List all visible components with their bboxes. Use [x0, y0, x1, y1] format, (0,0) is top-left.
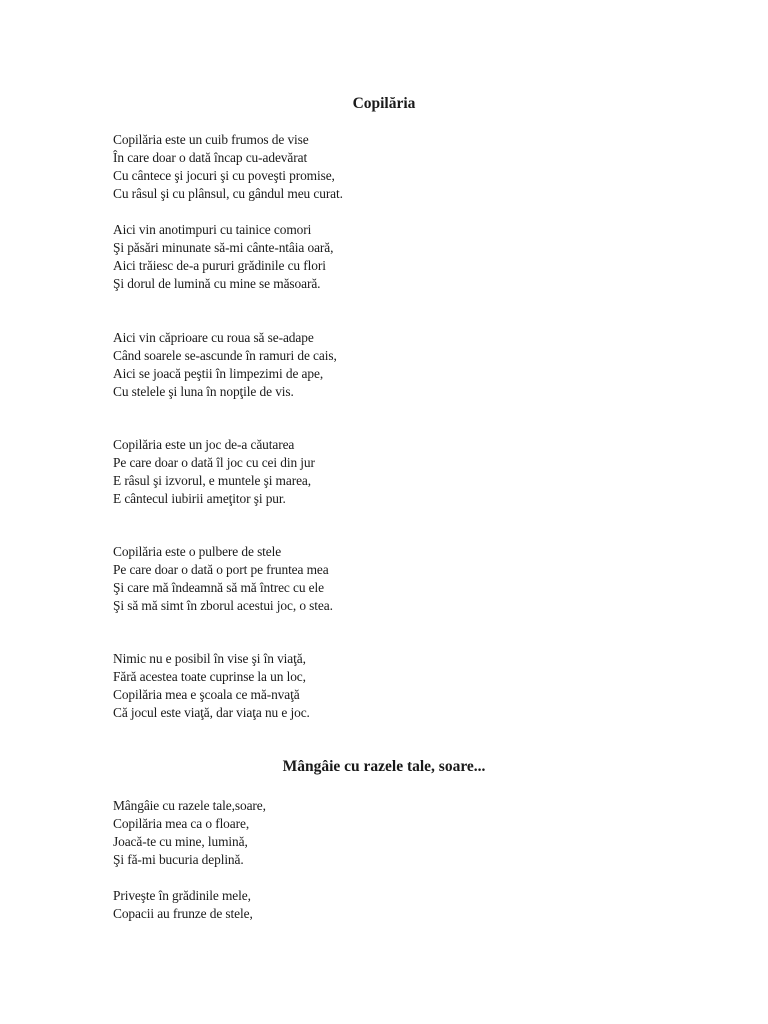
poem-line: Priveşte în grădinile mele,	[113, 888, 251, 903]
poem1-stanza-1	[113, 131, 713, 203]
poem-line: Copacii au frunze de stele,	[113, 906, 253, 921]
poem-line: Când soarele se-ascunde în ramuri de cais,	[113, 348, 337, 363]
poem-line: E râsul şi izvorul, e muntele şi marea,	[113, 473, 312, 488]
poem-line: Şi să mă simt în zborul acestui joc, o stea.	[113, 598, 333, 613]
poem-line: Joacă-te cu mine, lumină,	[113, 834, 248, 849]
poem-line: Cu cântece şi jocuri şi cu poveşti promise,	[113, 168, 335, 183]
poem-line: Aici vin anotimpuri cu tainice comori	[113, 222, 312, 237]
poem-line: Copilăria este un cuib frumos de vise	[113, 132, 309, 147]
poem2-stanza-1	[113, 797, 713, 869]
poem1-stanza-2	[113, 221, 713, 293]
poem-line: Cu stelele şi luna în nopţile de vis.	[113, 384, 294, 399]
poem1-stanza-4	[113, 436, 713, 508]
poem1-stanza-3	[113, 329, 713, 401]
poem-line: Aici trăiesc de-a pururi grădinile cu flori	[113, 258, 326, 273]
poem-line: Şi dorul de lumină cu mine se măsoară.	[113, 276, 321, 291]
poem1-stanza-6	[113, 650, 713, 722]
poem-line: Nimic nu e posibil în vise şi în viaţă,	[113, 651, 306, 666]
poem-line: Şi păsări minunate să-mi cânte-ntâia oară,	[113, 240, 334, 255]
poem-title-copilaria: Copilăria	[352, 95, 416, 112]
poem-line: Şi fă-mi bucuria deplină.	[113, 852, 244, 867]
poem-title-mangaie: Mângâie cu razele tale, soare...	[282, 758, 486, 775]
poem-line: Aici vin căprioare cu roua să se-adape	[113, 330, 314, 345]
poem-line: Copilăria mea ca o floare,	[113, 816, 250, 831]
poem-line: Pe care doar o dată o port pe fruntea mea	[113, 562, 329, 577]
poem-line: Cu râsul şi cu plânsul, cu gândul meu curat.	[113, 186, 343, 201]
poem-line: Copilăria este un joc de-a căutarea	[113, 437, 295, 452]
poem-line: În care doar o dată încap cu-adevărat	[113, 150, 308, 165]
poem-line: Aici se joacă peştii în limpezimi de ape,	[113, 366, 324, 381]
poem-line: Fără acestea toate cuprinse la un loc,	[113, 669, 306, 684]
poem-line: Copilăria este o pulbere de stele	[113, 544, 282, 559]
poem-line: Mângâie cu razele tale,soare,	[113, 798, 266, 813]
poem2-stanza-2	[113, 887, 713, 923]
poem-line: Că jocul este viaţă, dar viaţa nu e joc.	[113, 705, 310, 720]
poem-line: Şi care mă îndeamnă să mă întrec cu ele	[113, 580, 324, 595]
poem-line: E cântecul iubirii ameţitor şi pur.	[113, 491, 286, 506]
poem-line: Copilăria mea e şcoala ce mă-nvaţă	[113, 687, 300, 702]
poem-line: Pe care doar o dată îl joc cu cei din jur	[113, 455, 315, 470]
poem1-stanza-5	[113, 543, 713, 615]
